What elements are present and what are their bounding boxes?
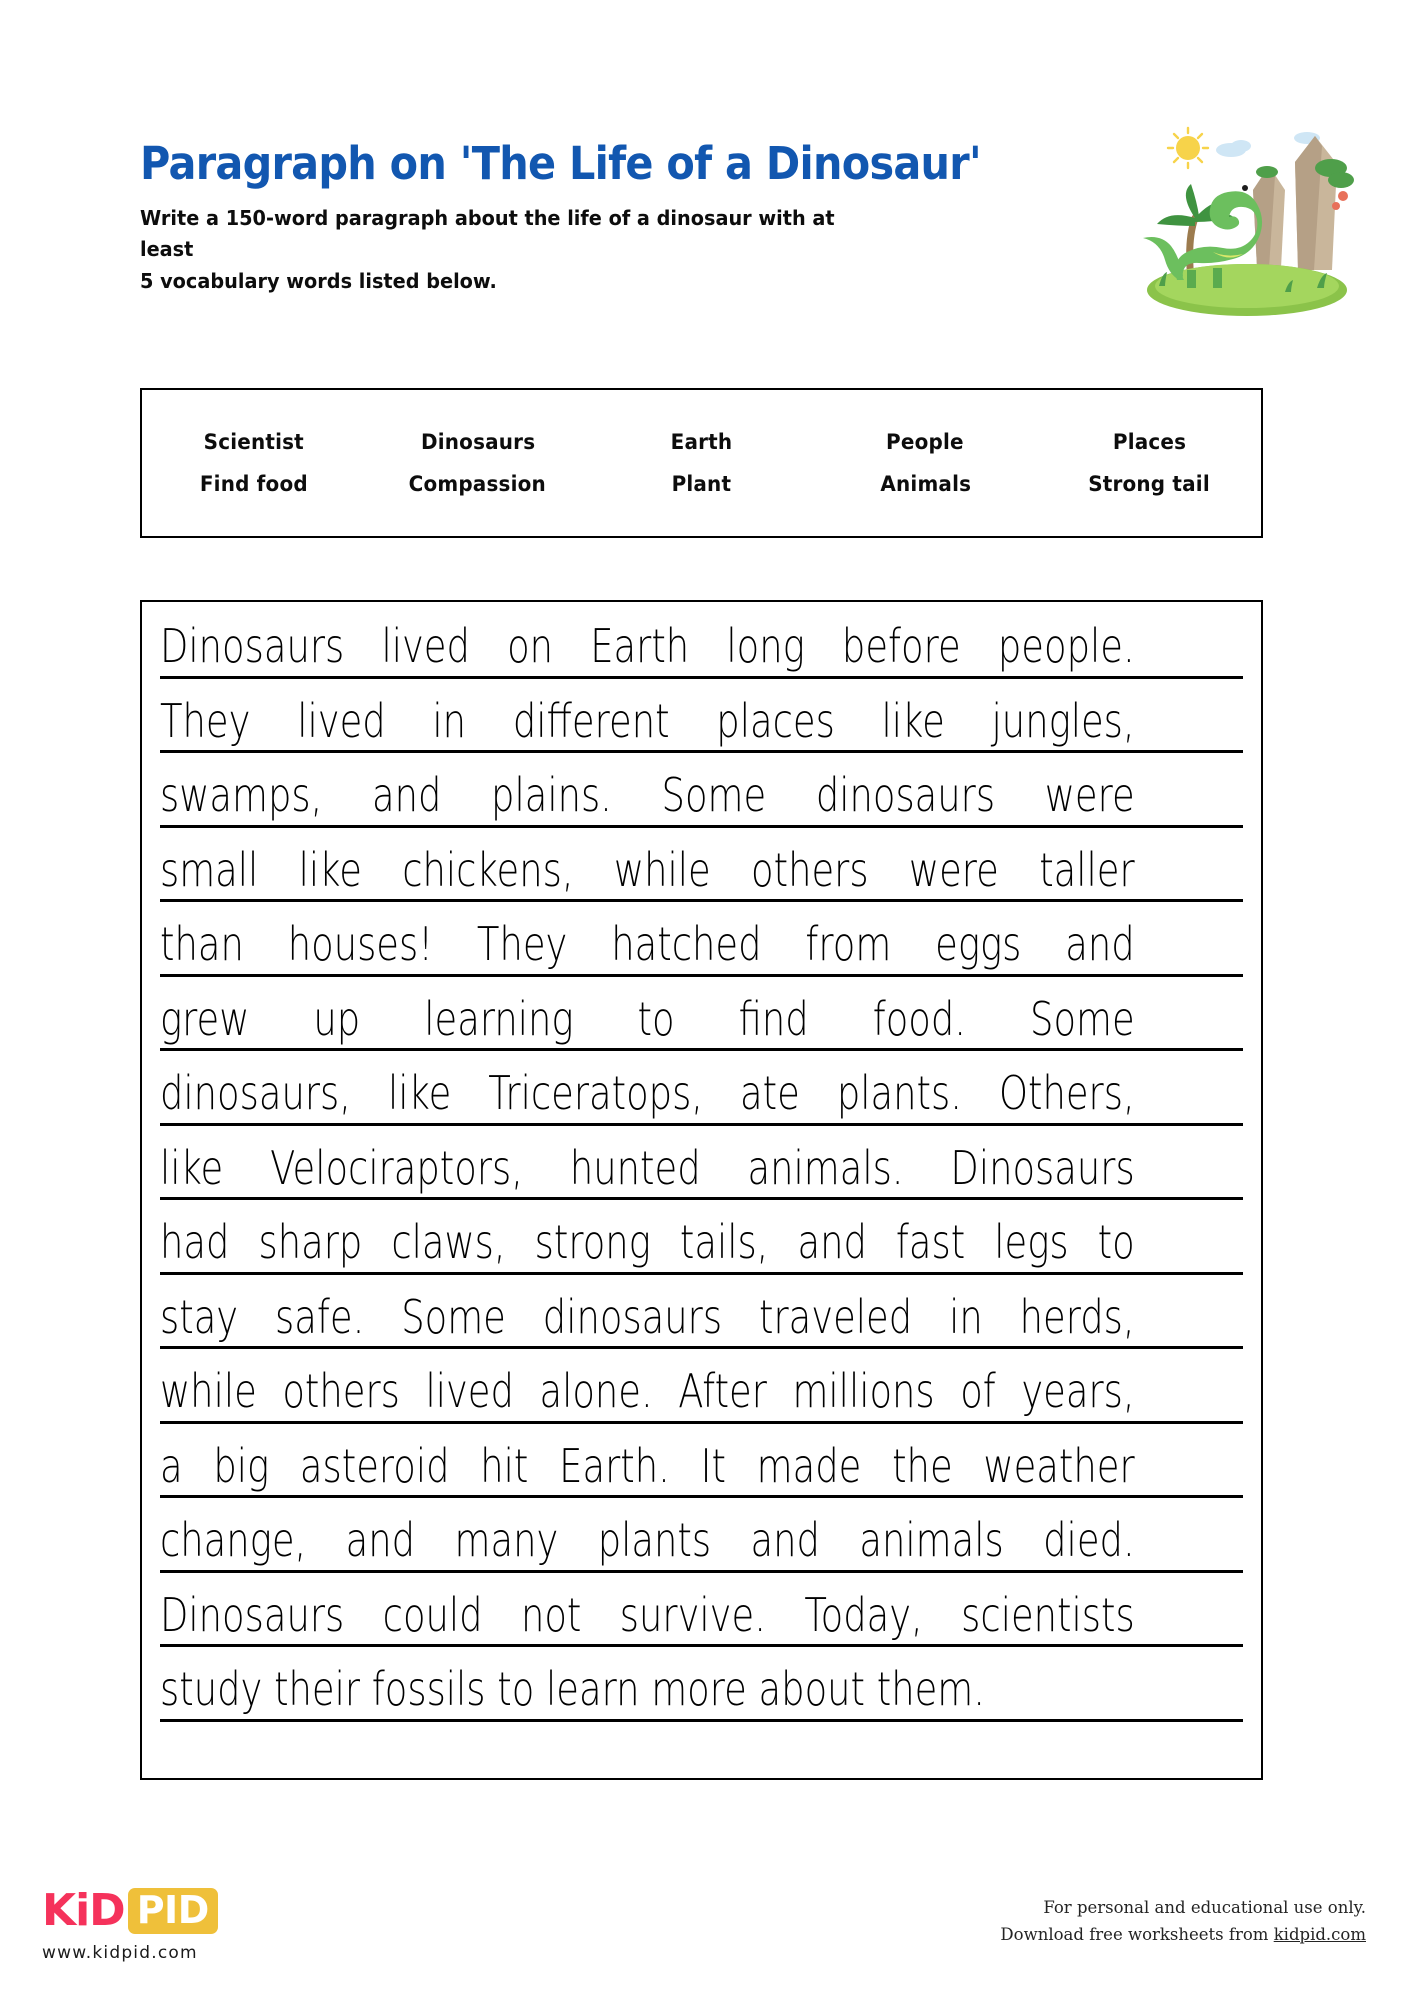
- answer-line-text: a big asteroid hit Earth. It made the weather: [160, 1438, 1135, 1493]
- vocab-word: People: [886, 430, 965, 454]
- answer-line-text: had sharp claws, strong tails, and fast legs to: [160, 1215, 1135, 1270]
- writing-rule-line: [160, 825, 1243, 828]
- answer-line-text: like Velociraptors, hunted animals. Dinosaurs: [160, 1140, 1135, 1195]
- answer-line[interactable]: [160, 1438, 1243, 1513]
- answer-line[interactable]: [160, 1363, 1243, 1438]
- answer-line-text: dinosaurs, like Triceratops, ate plants. Others,: [160, 1066, 1135, 1121]
- footer-usage-note: [1000, 1895, 1366, 1948]
- dinosaur-scene-illustration: [1135, 120, 1360, 330]
- answer-line-text: grew up learning to find food. Some: [160, 991, 1135, 1046]
- instruction-line-2: 5 vocabulary words listed below.: [140, 268, 497, 293]
- vocab-word: Compassion: [409, 472, 547, 496]
- kidpid-link[interactable]: kidpid.com: [1273, 1924, 1366, 1944]
- vocabulary-row-2: [142, 463, 1261, 505]
- footer-note-prefix: Download free worksheets from: [1000, 1924, 1274, 1944]
- answer-line-text: They lived in different places like jungles,: [160, 693, 1135, 748]
- writing-rule-line: [160, 1644, 1243, 1647]
- vocab-word: Places: [1112, 430, 1186, 454]
- writing-rule-line: [160, 676, 1243, 679]
- instruction-line-1: Write a 150-word paragraph about the life of a dinosaur with at least: [140, 206, 835, 262]
- vocab-word: Plant: [671, 472, 732, 496]
- answer-line[interactable]: [160, 693, 1243, 768]
- vocab-word: Strong tail: [1088, 472, 1210, 496]
- answer-line[interactable]: [160, 991, 1243, 1066]
- answer-line-text: study their fossils to learn more about them.: [160, 1662, 985, 1717]
- rock-formation: [1253, 136, 1337, 270]
- writing-rule-line: [160, 1048, 1243, 1051]
- instruction-text: [140, 203, 883, 296]
- answer-line[interactable]: [160, 1214, 1243, 1289]
- writing-rule-line: [160, 899, 1243, 902]
- sun-icon: [1168, 128, 1208, 168]
- writing-rule-line: [160, 1421, 1243, 1424]
- answer-line[interactable]: [160, 1065, 1243, 1140]
- answer-line[interactable]: [160, 1661, 1243, 1736]
- worksheet-header: [140, 137, 1150, 297]
- vocabulary-row-1: [142, 421, 1261, 463]
- answer-line-text: Dinosaurs could not survive. Today, scientists: [160, 1587, 1135, 1642]
- answer-line[interactable]: [160, 618, 1243, 693]
- logo-website-url: www.kidpid.com: [42, 1943, 198, 1963]
- vocab-word: Scientist: [203, 430, 305, 454]
- vocab-word: Earth: [670, 430, 733, 454]
- writing-rule-line: [160, 1346, 1243, 1349]
- answer-line[interactable]: [160, 916, 1243, 991]
- writing-rule-line: [160, 1123, 1243, 1126]
- answer-line[interactable]: [160, 1289, 1243, 1364]
- answer-line[interactable]: [160, 1140, 1243, 1215]
- vocabulary-box: [140, 388, 1263, 538]
- vocab-word: Dinosaurs: [420, 430, 535, 454]
- answer-line-text: than houses! They hatched from eggs and: [160, 917, 1135, 972]
- answer-line-text: small like chickens, while others were taller: [160, 842, 1135, 897]
- answer-line-text: swamps, and plains. Some dinosaurs were: [160, 768, 1135, 823]
- answer-line[interactable]: [160, 1512, 1243, 1587]
- answer-line-text: change, and many plants and animals died.: [160, 1513, 1135, 1568]
- vocab-word: Animals: [879, 472, 971, 496]
- page-title: Paragraph on 'The Life of a Dinosaur': [140, 137, 981, 190]
- answer-line-text: stay safe. Some dinosaurs traveled in herds,: [160, 1289, 1135, 1344]
- answer-line-text: Dinosaurs lived on Earth long before people.: [160, 619, 1135, 674]
- writing-rule-line: [160, 1495, 1243, 1498]
- writing-rule-line: [160, 1570, 1243, 1573]
- writing-rule-line: [160, 750, 1243, 753]
- writing-rule-line: [160, 1719, 1243, 1722]
- writing-rule-line: [160, 1272, 1243, 1275]
- footer-note-line-1: For personal and educational use only.: [1043, 1898, 1366, 1917]
- answer-line-text: while others lived alone. After millions of years,: [160, 1364, 1135, 1419]
- answer-line[interactable]: [160, 1587, 1243, 1662]
- kidpid-logo: [42, 1886, 322, 1963]
- vocab-word: Find food: [199, 472, 308, 496]
- answer-line[interactable]: [160, 842, 1243, 917]
- logo-pid-text: PID: [128, 1888, 218, 1934]
- footer-note-line-2: [1000, 1922, 1366, 1949]
- logo-kid-text: KiD: [42, 1885, 125, 1936]
- answer-line[interactable]: [160, 767, 1243, 842]
- writing-rule-line: [160, 1197, 1243, 1200]
- answer-box[interactable]: [140, 600, 1263, 1780]
- writing-rule-line: [160, 974, 1243, 977]
